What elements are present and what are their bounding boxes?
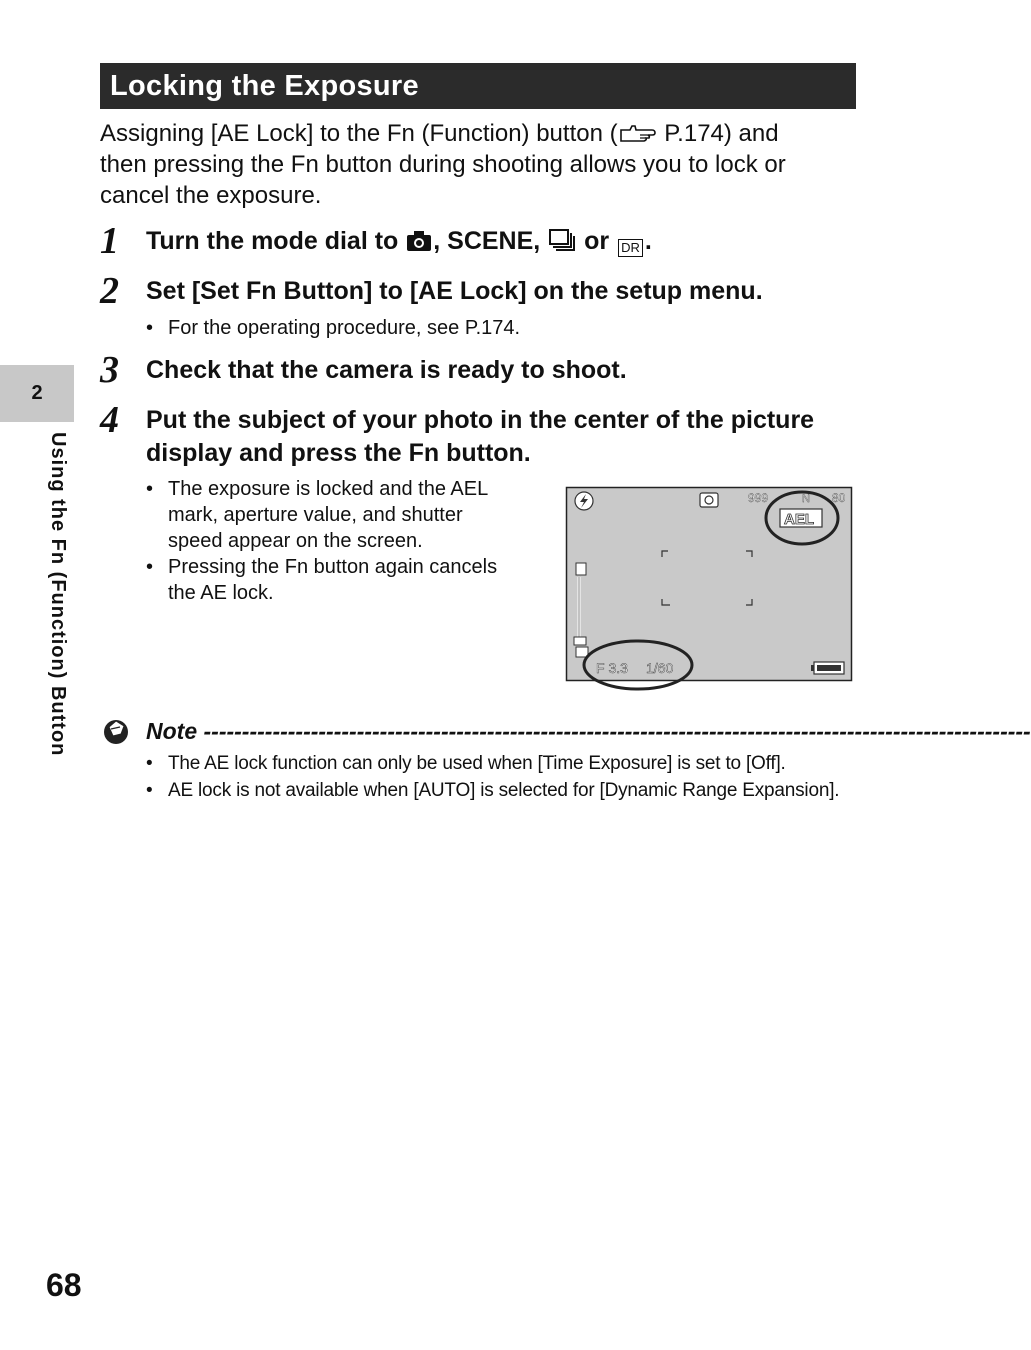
step-4-line-1: Put the subject of your photo in the center of the picture	[146, 406, 815, 434]
intro-text-4: cancel the exposure.	[100, 182, 322, 209]
step-3-text: Check that the camera is ready to shoot.	[146, 356, 627, 384]
step-number: 3	[100, 349, 119, 391]
bullet-line: the AE lock.	[168, 582, 274, 604]
ael-mark: AEL	[784, 511, 814, 528]
quality-label: N	[802, 493, 810, 505]
flash-icon	[575, 492, 593, 510]
shutter-speed: 1/60	[646, 660, 674, 676]
step-4-line-2: display and press the Fn button.	[146, 439, 531, 467]
chapter-number: 2	[31, 382, 43, 404]
note-text: The AE lock function can only be used when [Time Exposure] is set to [Off].	[168, 753, 786, 774]
step-1-text-b: , SCENE,	[433, 227, 548, 255]
bullet-dot: •	[146, 478, 154, 500]
note-text: AE lock is not available when [AUTO] is selected for [Dynamic Range Expansion].	[168, 780, 840, 801]
bullet-dot: •	[146, 780, 153, 801]
step-2-text: Set [Set Fn Button] to [AE Lock] on the setup menu.	[146, 277, 763, 305]
camera-mode-icon	[700, 493, 718, 507]
note-heading	[146, 718, 1031, 745]
step-number: 1	[100, 220, 119, 262]
step-number: 2	[100, 270, 119, 312]
bullet-line: mark, aperture value, and shutter	[168, 504, 463, 526]
dr-mode-icon: DR	[618, 239, 643, 257]
size-label: 80	[832, 491, 846, 505]
section-title: Locking the Exposure	[100, 63, 856, 109]
continuous-mode-icon	[547, 228, 577, 252]
intro-text-2: P.174) and	[657, 120, 779, 147]
bullet-dot: •	[146, 556, 154, 578]
step-1-text-a: Turn the mode dial to	[146, 227, 406, 255]
bullet-line: speed appear on the screen.	[168, 530, 423, 552]
step-4-text	[146, 404, 866, 470]
note-label: Note	[146, 718, 198, 744]
bullet-dot: •	[146, 317, 154, 339]
step-1-text-d: .	[644, 227, 652, 255]
note-dashes: ------------------------------------------------------------------------------------------------------------	[197, 718, 1031, 744]
camera-screen-illustration	[566, 487, 852, 681]
intro-text-1: Assigning [AE Lock] to the Fn (Function) button (	[100, 120, 618, 147]
bullet-line: Pressing the Fn button again cancels	[168, 556, 498, 578]
page-number: 68	[46, 1267, 82, 1303]
step-number: 4	[100, 399, 119, 441]
aperture-value: F 3.3	[596, 660, 628, 676]
bullet-text: For the operating procedure, see P.174.	[168, 317, 521, 339]
battery-icon	[811, 662, 844, 674]
intro-paragraph	[100, 118, 860, 211]
step-1-text-c: or	[577, 227, 617, 255]
intro-text-3: then pressing the Fn button during shooting allows you to lock or	[100, 151, 786, 178]
chapter-tab	[0, 365, 74, 422]
remaining-shots: 999	[748, 491, 769, 505]
bullet-line: The exposure is locked and the AEL	[168, 478, 489, 500]
step-1-text	[146, 225, 866, 258]
pointing-hand-reference-icon	[618, 122, 658, 144]
note-icon	[102, 717, 130, 745]
camera-mode-icon	[405, 230, 433, 252]
chapter-label: Using the Fn (Function) Button	[47, 432, 69, 757]
bullet-dot: •	[146, 753, 153, 774]
